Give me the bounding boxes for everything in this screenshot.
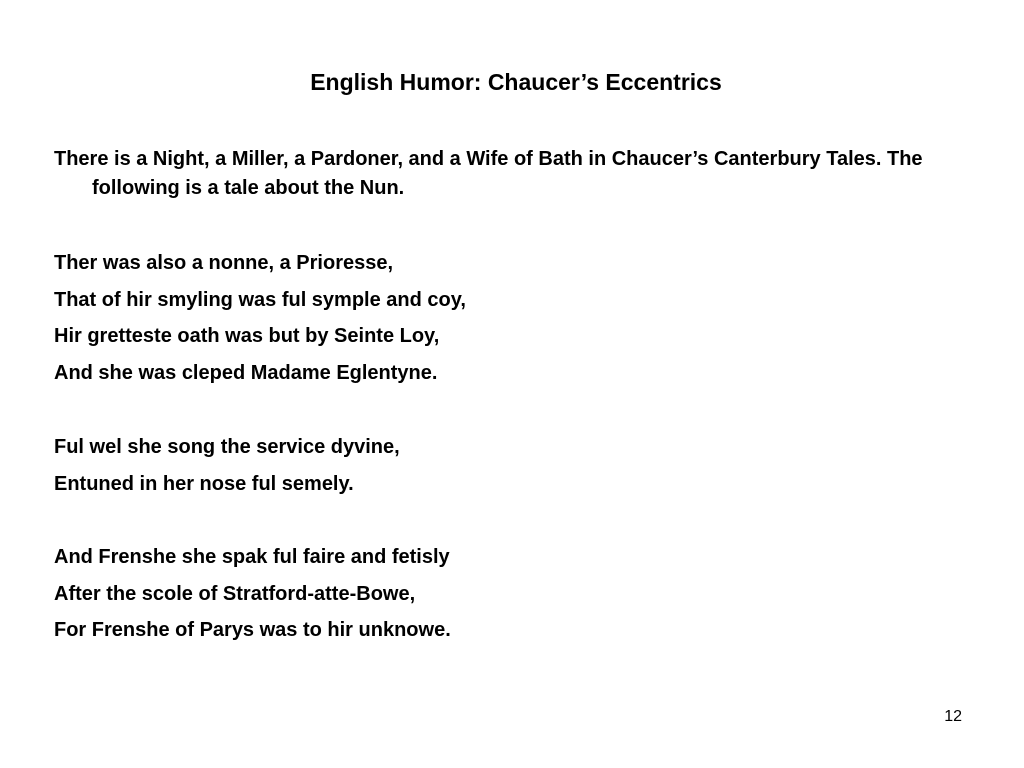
poem-line: And Frenshe she spak ful faire and fetisly <box>54 546 450 568</box>
poem-line: Ful wel she song the service dyvine, <box>54 436 400 458</box>
poem-line: Entuned in her nose ful semely. <box>54 472 354 495</box>
slide-title: English Humor: Chaucer’s Eccentrics <box>310 69 722 95</box>
poem-stanza-2 <box>54 429 954 502</box>
poem-stanza-3 <box>54 539 954 649</box>
intro-paragraph: There is a Night, a Miller, a Pardoner, and a Wife of Bath in Chaucer’s Canterbury Tales. The following is a tale about the Nun. <box>54 148 923 199</box>
poem-line: Hir gretteste oath was but by Seinte Loy, <box>54 325 440 347</box>
poem-line: That of hir smyling was ful symple and coy, <box>54 288 466 311</box>
poem-line: And she was cleped Madame Eglentyne. <box>54 361 438 384</box>
poem-line: Ther was also a nonne, a Prioresse, <box>54 252 394 274</box>
poem-line: After the scole of Stratford-atte-Bowe, <box>54 582 416 605</box>
page-number: 12 <box>944 708 962 725</box>
poem-line: For Frenshe of Parys was to hir unknowe. <box>54 619 451 641</box>
poem-stanza-1 <box>54 245 954 391</box>
